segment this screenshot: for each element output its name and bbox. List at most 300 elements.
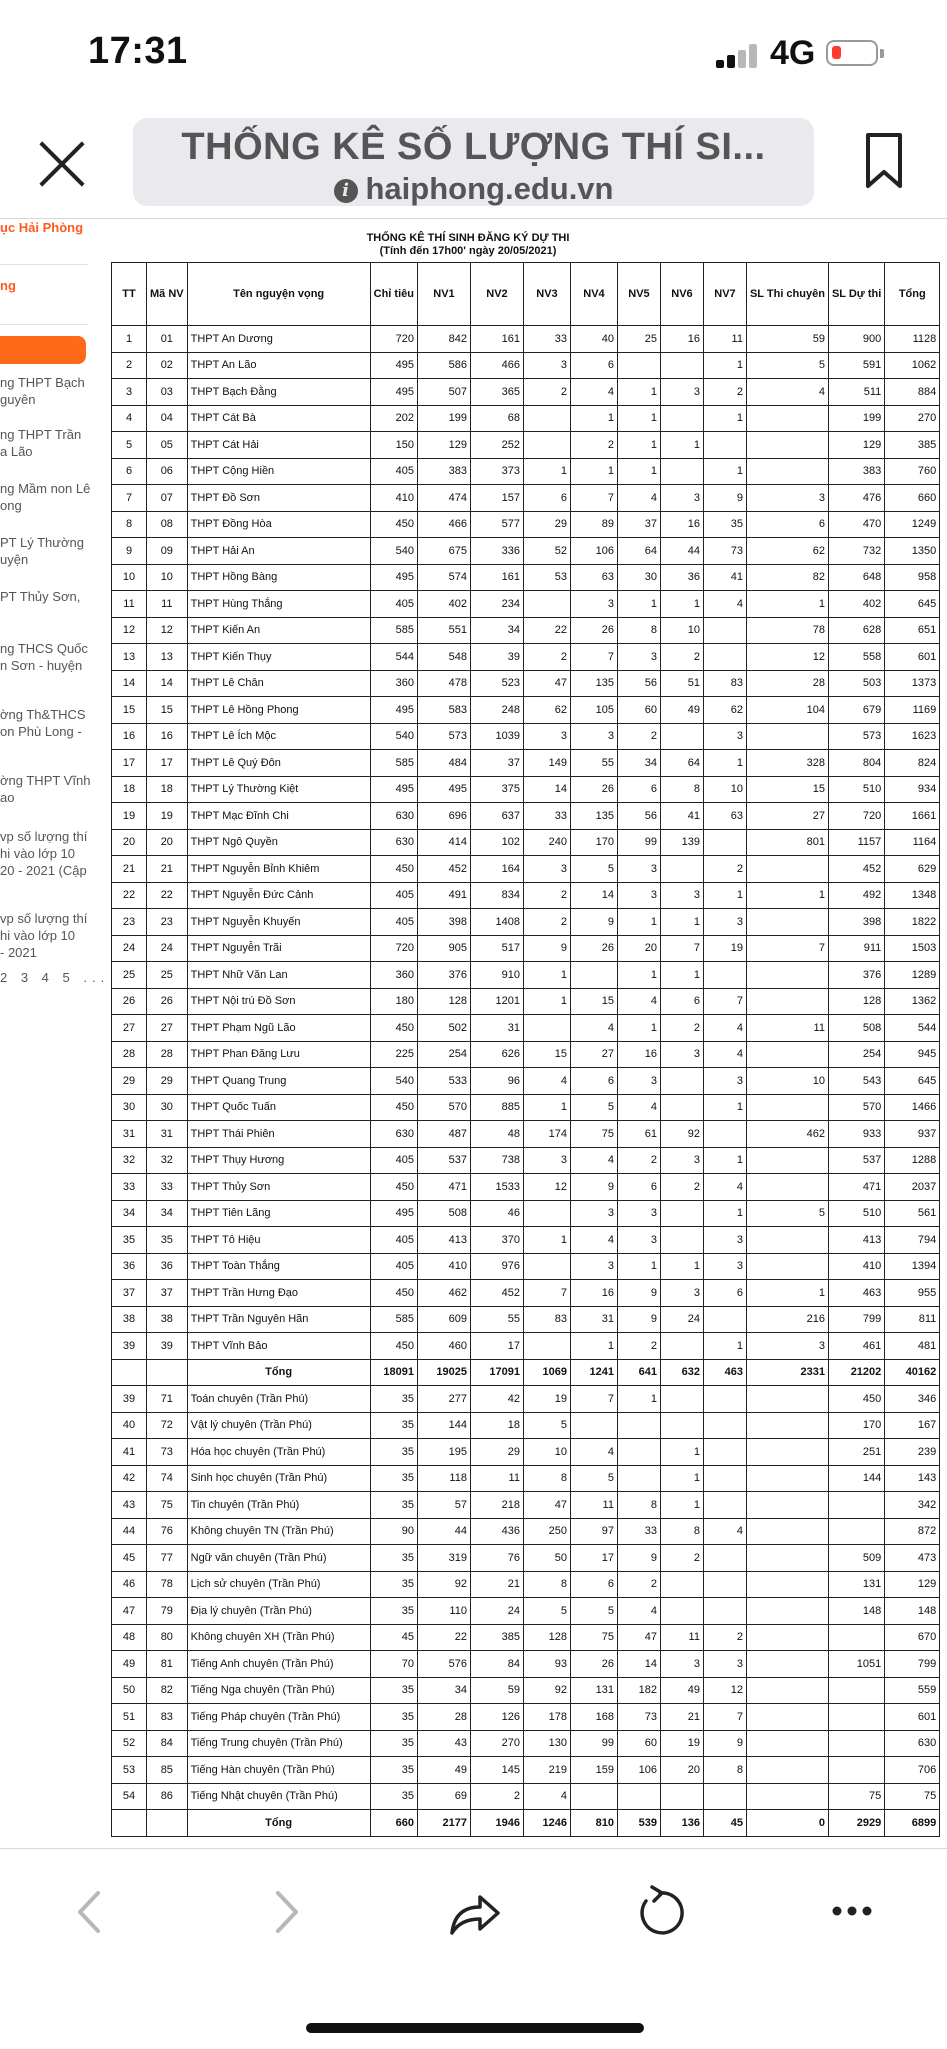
table-cell: 2 — [523, 379, 570, 406]
table-cell: 52 — [523, 538, 570, 565]
table-cell: 69 — [417, 1783, 470, 1810]
table-cell: 1 — [617, 405, 660, 432]
table-cell: 202 — [370, 405, 417, 432]
info-icon[interactable]: i — [334, 179, 358, 203]
table-cell: 5 — [570, 1465, 617, 1492]
table-cell: 495 — [370, 1200, 417, 1227]
table-cell: 1822 — [885, 909, 940, 936]
table-cell: 405 — [370, 458, 417, 485]
table-cell: 2 — [660, 1174, 703, 1201]
table-cell: 2 — [703, 856, 746, 883]
table-cell: THPT Nguyễn Bỉnh Khiêm — [187, 856, 370, 883]
sidebar — [0, 218, 110, 1848]
table-cell: 507 — [417, 379, 470, 406]
table-cell: 3 — [660, 1280, 703, 1307]
table-cell: 3 — [660, 882, 703, 909]
table-cell: 463 — [703, 1359, 746, 1386]
table-cell — [703, 617, 746, 644]
table-cell: 551 — [417, 617, 470, 644]
table-cell: 2 — [617, 1333, 660, 1360]
table-cell: Tổng — [187, 1810, 370, 1837]
table-cell: 47 — [523, 1492, 570, 1519]
table-cell: 5 — [570, 1094, 617, 1121]
table-cell — [828, 1624, 884, 1651]
table-cell: 413 — [828, 1227, 884, 1254]
table-row — [112, 1227, 940, 1254]
column-header: NV2 — [470, 263, 523, 326]
address-bar[interactable] — [133, 118, 814, 206]
table-cell: 33 — [523, 803, 570, 830]
table-cell — [617, 1439, 660, 1466]
table-cell: 629 — [885, 856, 940, 883]
table-cell: 9 — [570, 909, 617, 936]
table-cell: 481 — [885, 1333, 940, 1360]
table-cell: 1 — [523, 1094, 570, 1121]
table-cell: THPT Cát Bà — [187, 405, 370, 432]
table-cell: THPT Mạc Đĩnh Chi — [187, 803, 370, 830]
table-cell: 502 — [417, 1015, 470, 1042]
table-cell: 21 — [147, 856, 188, 883]
table-cell: 106 — [617, 1757, 660, 1784]
table-cell: 240 — [523, 829, 570, 856]
table-cell: 131 — [828, 1571, 884, 1598]
table-cell: 182 — [617, 1677, 660, 1704]
table-cell: 585 — [370, 617, 417, 644]
table-cell: 509 — [828, 1545, 884, 1572]
bookmark-icon[interactable] — [864, 132, 904, 190]
table-cell: 3 — [660, 485, 703, 512]
table-cell: 460 — [417, 1333, 470, 1360]
table-cell: 25 — [112, 962, 147, 989]
table-cell — [523, 405, 570, 432]
sidebar-link-department[interactable]: ục Hải Phòng — [0, 220, 84, 235]
table-total-row — [112, 1810, 940, 1837]
table-cell: 561 — [885, 1200, 940, 1227]
table-cell: 2331 — [746, 1359, 828, 1386]
table-cell: 933 — [828, 1121, 884, 1148]
table-cell: 225 — [370, 1041, 417, 1068]
table-cell: 471 — [417, 1174, 470, 1201]
table-cell: 466 — [470, 352, 523, 379]
table-cell: 22 — [147, 882, 188, 909]
table-cell: 478 — [417, 670, 470, 697]
table-cell: THPT Cát Hải — [187, 432, 370, 459]
table-cell: 405 — [370, 1147, 417, 1174]
table-cell: 8 — [660, 1518, 703, 1545]
table-cell: 218 — [470, 1492, 523, 1519]
table-cell: 52 — [112, 1730, 147, 1757]
table-cell: 720 — [828, 803, 884, 830]
table-cell: 55 — [470, 1306, 523, 1333]
table-cell: Tổng — [187, 1359, 370, 1386]
table-cell — [660, 1571, 703, 1598]
share-icon[interactable] — [446, 1885, 502, 1937]
sidebar-news-item[interactable]: PT Thủy Sơn, — [0, 589, 81, 604]
table-cell: 12 — [703, 1677, 746, 1704]
table-cell: 93 — [523, 1651, 570, 1678]
table-cell: 533 — [417, 1068, 470, 1095]
table-row — [112, 697, 940, 724]
table-cell: 641 — [617, 1359, 660, 1386]
table-cell: 128 — [523, 1624, 570, 1651]
table-cell: 251 — [828, 1439, 884, 1466]
table-cell: 34 — [147, 1200, 188, 1227]
table-cell: 35 — [370, 1492, 417, 1519]
table-cell: 34 — [112, 1200, 147, 1227]
table-row — [112, 1412, 940, 1439]
table-cell — [703, 1439, 746, 1466]
table-cell: 1 — [703, 1147, 746, 1174]
table-cell: 14 — [523, 776, 570, 803]
table-cell: 15 — [570, 988, 617, 1015]
table-cell: 559 — [885, 1677, 940, 1704]
table-cell: 6899 — [885, 1810, 940, 1837]
table-cell: 20 — [147, 829, 188, 856]
table-cell: 20 — [617, 935, 660, 962]
table-cell: 2 — [523, 882, 570, 909]
table-cell: 4 — [570, 1015, 617, 1042]
sidebar-news-item[interactable]: ng THPT Bạch guyên — [0, 375, 85, 407]
table-cell: 129 — [885, 1571, 940, 1598]
table-cell: 398 — [417, 909, 470, 936]
table-cell: 473 — [885, 1545, 940, 1572]
table-cell: 01 — [147, 326, 188, 353]
table-cell: 1241 — [570, 1359, 617, 1386]
table-cell: 18 — [470, 1412, 523, 1439]
table-cell: 17 — [570, 1545, 617, 1572]
table-cell: 2 — [523, 909, 570, 936]
table-cell — [828, 1677, 884, 1704]
table-cell: 958 — [885, 564, 940, 591]
table-row — [112, 1571, 940, 1598]
table-cell: 1 — [703, 750, 746, 777]
table-cell: 11 — [746, 1015, 828, 1042]
table-row — [112, 1306, 940, 1333]
table-cell: 450 — [370, 1094, 417, 1121]
table-cell: THPT Tô Hiệu — [187, 1227, 370, 1254]
table-row — [112, 1121, 940, 1148]
table-cell: 732 — [828, 538, 884, 565]
table-cell — [746, 1147, 828, 1174]
table-cell: 35 — [370, 1412, 417, 1439]
table-cell: 219 — [523, 1757, 570, 1784]
table-cell: 8 — [523, 1571, 570, 1598]
table-cell: 1503 — [885, 935, 940, 962]
table-row — [112, 1651, 940, 1678]
table-cell: 517 — [470, 935, 523, 962]
table-cell: 161 — [470, 564, 523, 591]
table-cell: 410 — [370, 485, 417, 512]
table-cell: 199 — [417, 405, 470, 432]
table-cell: 558 — [828, 644, 884, 671]
table-cell: 1 — [617, 962, 660, 989]
table-cell: 385 — [470, 1624, 523, 1651]
table-cell — [746, 405, 828, 432]
table-cell: 47 — [617, 1624, 660, 1651]
divider — [0, 324, 88, 325]
table-cell: 450 — [370, 1015, 417, 1042]
table-cell — [617, 1783, 660, 1810]
table-cell: 239 — [885, 1439, 940, 1466]
table-cell: THPT Kiến An — [187, 617, 370, 644]
table-cell: 4 — [112, 405, 147, 432]
table-cell: 1051 — [828, 1651, 884, 1678]
pagination[interactable]: 2 3 4 5 ... — [0, 970, 110, 985]
table-cell: THPT Kiến Thụy — [187, 644, 370, 671]
table-row — [112, 750, 940, 777]
table-cell: 41 — [703, 564, 746, 591]
table-cell: 811 — [885, 1306, 940, 1333]
table-cell: 3 — [523, 723, 570, 750]
table-row — [112, 485, 940, 512]
table-cell: 1408 — [470, 909, 523, 936]
table-cell: 1169 — [885, 697, 940, 724]
table-row — [112, 1094, 940, 1121]
table-cell: 49 — [417, 1757, 470, 1784]
table-row — [112, 962, 940, 989]
table-cell: 8 — [112, 511, 147, 538]
close-icon[interactable] — [38, 140, 86, 188]
sidebar-news-item[interactable]: vp số lượng thí hi vào lớp 10 - 2021 — [0, 911, 88, 960]
sidebar-news-item[interactable]: ng THPT Trần a Lão — [0, 427, 82, 459]
table-cell: THPT Lê Ích Mộc — [187, 723, 370, 750]
table-cell: 495 — [370, 776, 417, 803]
table-cell: 3 — [660, 1147, 703, 1174]
table-cell: 277 — [417, 1386, 470, 1413]
table-cell: 577 — [470, 511, 523, 538]
table-row — [112, 935, 940, 962]
table-cell: 834 — [470, 882, 523, 909]
table-cell: 62 — [703, 697, 746, 724]
table-cell: 1 — [570, 405, 617, 432]
table-cell: Tin chuyên (Trần Phú) — [187, 1492, 370, 1519]
table-cell: 583 — [417, 697, 470, 724]
table-cell — [828, 1730, 884, 1757]
table-cell: 24 — [470, 1598, 523, 1625]
table-cell — [746, 1783, 828, 1810]
table-cell: 80 — [147, 1624, 188, 1651]
table-cell: 64 — [660, 750, 703, 777]
table-cell: 10 — [746, 1068, 828, 1095]
table-cell: 3 — [617, 1068, 660, 1095]
table-cell: 45 — [703, 1810, 746, 1837]
table-cell: 3 — [703, 1651, 746, 1678]
table-cell: 20 — [660, 1757, 703, 1784]
table-cell: 49 — [660, 1677, 703, 1704]
table-cell: 29 — [112, 1068, 147, 1095]
table-cell: 96 — [470, 1068, 523, 1095]
table-cell: 503 — [828, 670, 884, 697]
table-row — [112, 564, 940, 591]
table-cell: 540 — [370, 538, 417, 565]
sidebar-news-item[interactable]: vp số lượng thí hi vào lớp 10 20 - 2021 (Cập — [0, 829, 88, 878]
table-cell: 1246 — [523, 1810, 570, 1837]
table-cell: 7 — [570, 485, 617, 512]
table-cell: 1 — [523, 458, 570, 485]
table-cell: 7 — [660, 935, 703, 962]
table-cell — [828, 1704, 884, 1731]
table-cell: 543 — [828, 1068, 884, 1095]
table-cell: 955 — [885, 1280, 940, 1307]
table-cell: 1201 — [470, 988, 523, 1015]
table-cell: 17 — [147, 750, 188, 777]
table-cell: 7 — [746, 935, 828, 962]
status-bar — [0, 0, 947, 110]
table-cell — [660, 1094, 703, 1121]
table-cell: 17 — [112, 750, 147, 777]
table-cell: 37 — [617, 511, 660, 538]
table-cell: 0 — [746, 1810, 828, 1837]
sidebar-news-item[interactable]: ờng Th&THCS on Phù Long - — [0, 707, 86, 739]
table-cell: 4 — [746, 379, 828, 406]
table-cell: 495 — [370, 697, 417, 724]
table-cell: 4 — [703, 1174, 746, 1201]
table-cell: Tiếng Hàn chuyên (Trần Phú) — [187, 1757, 370, 1784]
table-cell — [703, 1598, 746, 1625]
table-cell: 131 — [570, 1677, 617, 1704]
table-cell: 945 — [885, 1041, 940, 1068]
sidebar-news-item[interactable]: ờng THPT Vĩnh ao — [0, 773, 91, 805]
table-cell: 1 — [660, 1492, 703, 1519]
table-cell: 15 — [112, 697, 147, 724]
table-cell: 26 — [570, 617, 617, 644]
table-cell: 1 — [617, 909, 660, 936]
table-cell: 376 — [828, 962, 884, 989]
table-cell: 54 — [112, 1783, 147, 1810]
table-cell: 462 — [746, 1121, 828, 1148]
table-cell: 48 — [112, 1624, 147, 1651]
table-cell: 6 — [570, 352, 617, 379]
table-cell: 51 — [112, 1704, 147, 1731]
sidebar-news-item[interactable]: ng THCS Quốc n Sơn - huyện — [0, 641, 88, 673]
table-cell: 21202 — [828, 1359, 884, 1386]
table-cell: 55 — [570, 750, 617, 777]
table-cell — [703, 1465, 746, 1492]
table-cell: 2 — [660, 1545, 703, 1572]
table-cell: 474 — [417, 485, 470, 512]
table-cell: 102 — [470, 829, 523, 856]
table-cell: 135 — [570, 670, 617, 697]
table-cell: 1 — [523, 988, 570, 1015]
table-cell: 905 — [417, 935, 470, 962]
more-icon[interactable] — [832, 1905, 872, 1917]
signal-icon — [716, 44, 760, 68]
table-cell: 34 — [470, 617, 523, 644]
table-cell: 42 — [112, 1465, 147, 1492]
table-cell: THPT Lê Quý Đôn — [187, 750, 370, 777]
table-cell: 35 — [370, 1757, 417, 1784]
table-cell: 143 — [885, 1465, 940, 1492]
table-cell: 31 — [470, 1015, 523, 1042]
table-cell: 801 — [746, 829, 828, 856]
table-row — [112, 326, 940, 353]
table-cell: 64 — [617, 538, 660, 565]
table-cell: 8 — [617, 617, 660, 644]
table-cell: 651 — [885, 617, 940, 644]
sidebar-news-item[interactable]: PT Lý Thường uyện — [0, 535, 84, 567]
forward-icon[interactable] — [272, 1889, 302, 1935]
document-content — [108, 218, 937, 1837]
table-cell — [746, 1412, 828, 1439]
table-cell: 1128 — [885, 326, 940, 353]
table-cell: 41 — [112, 1439, 147, 1466]
table-cell: 157 — [470, 485, 523, 512]
table-row — [112, 591, 940, 618]
table-cell: 27 — [570, 1041, 617, 1068]
table-cell: 47 — [523, 670, 570, 697]
table-cell: 53 — [112, 1757, 147, 1784]
table-cell: 3 — [570, 1200, 617, 1227]
table-cell: 402 — [417, 591, 470, 618]
table-cell: 139 — [660, 829, 703, 856]
table-cell: 26 — [570, 935, 617, 962]
table-cell — [617, 1465, 660, 1492]
table-cell: 1 — [112, 326, 147, 353]
page-domain — [133, 171, 814, 207]
table-cell — [147, 1359, 188, 1386]
table-cell: 1 — [703, 405, 746, 432]
table-cell — [660, 856, 703, 883]
back-icon[interactable] — [74, 1889, 104, 1935]
table-cell — [570, 1783, 617, 1810]
table-cell: 9 — [617, 1280, 660, 1307]
table-row — [112, 352, 940, 379]
table-cell: 35 — [370, 1730, 417, 1757]
table-cell: THPT Quốc Tuấn — [187, 1094, 370, 1121]
table-cell: 35 — [370, 1783, 417, 1810]
table-cell: 10 — [112, 564, 147, 591]
table-cell: 75 — [828, 1783, 884, 1810]
table-cell: 2177 — [417, 1810, 470, 1837]
table-cell: 31 — [147, 1121, 188, 1148]
table-cell: 510 — [828, 1200, 884, 1227]
sidebar-link-2[interactable]: ng — [0, 278, 16, 293]
table-cell: 1 — [746, 591, 828, 618]
table-cell: 45 — [112, 1545, 147, 1572]
table-cell: 9 — [703, 1730, 746, 1757]
table-cell: 35 — [370, 1465, 417, 1492]
table-cell: 2 — [523, 644, 570, 671]
table-cell: 21 — [112, 856, 147, 883]
table-row — [112, 1041, 940, 1068]
table-cell — [660, 1227, 703, 1254]
table-cell: 660 — [885, 485, 940, 512]
table-cell: Tiếng Pháp chuyên (Trần Phú) — [187, 1704, 370, 1731]
table-cell: 36 — [147, 1253, 188, 1280]
table-cell: 1661 — [885, 803, 940, 830]
table-cell: 40162 — [885, 1359, 940, 1386]
table-cell: 129 — [828, 432, 884, 459]
sidebar-news-item[interactable]: ng Mầm non Lê ong — [0, 481, 91, 513]
table-cell — [660, 405, 703, 432]
table-cell: 04 — [147, 405, 188, 432]
table-cell: 19025 — [417, 1359, 470, 1386]
table-cell: 3 — [523, 1147, 570, 1174]
table-cell: 83 — [147, 1704, 188, 1731]
table-cell: 1 — [617, 1015, 660, 1042]
table-cell: 250 — [523, 1518, 570, 1545]
table-cell: 75 — [147, 1492, 188, 1519]
reload-icon[interactable] — [636, 1885, 688, 1939]
table-cell: 05 — [147, 432, 188, 459]
table-cell: 20 — [112, 829, 147, 856]
table-cell: 42 — [470, 1386, 523, 1413]
table-cell: THPT Trần Hưng Đạo — [187, 1280, 370, 1307]
table-cell: 234 — [470, 591, 523, 618]
table-cell: 19 — [660, 1730, 703, 1757]
table-cell: THPT Hải An — [187, 538, 370, 565]
table-cell: 1 — [570, 458, 617, 485]
